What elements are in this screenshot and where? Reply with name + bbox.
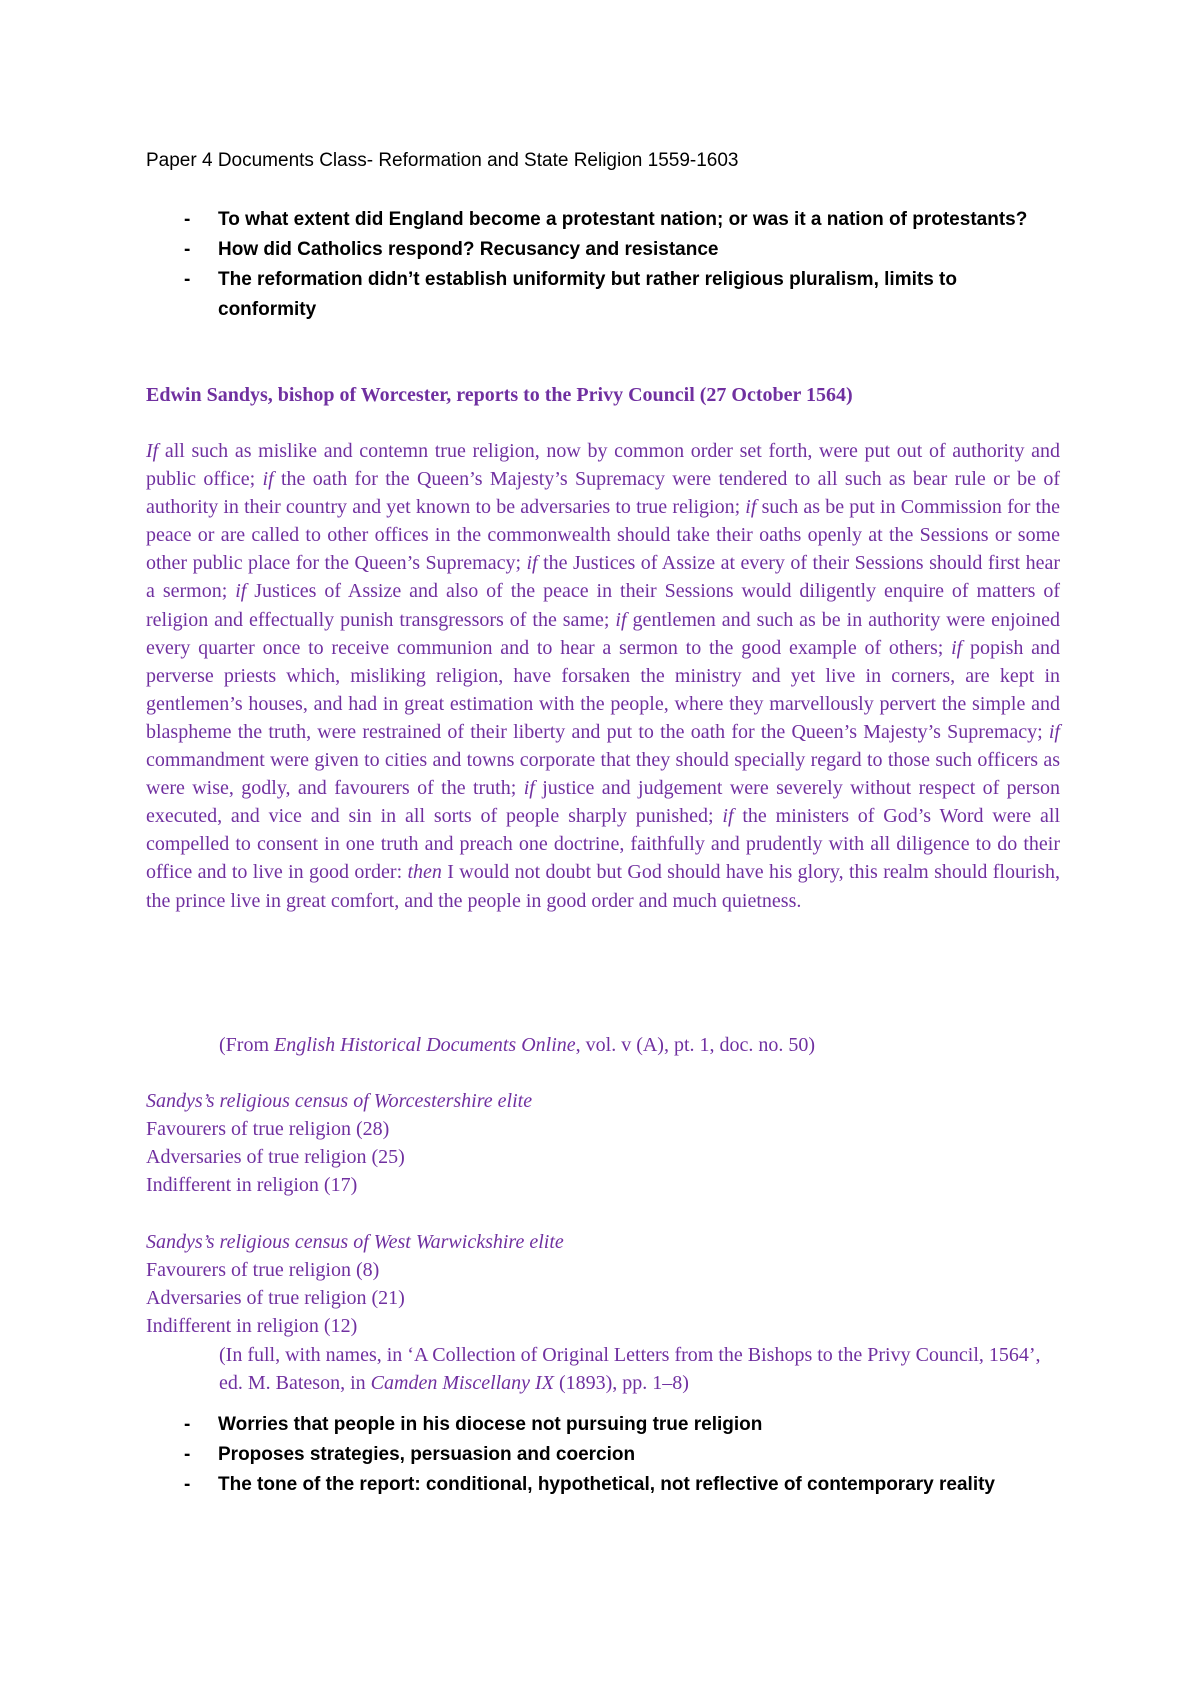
census-worcestershire (146, 1087, 532, 1199)
text-segment: gentlemen and such as be in authority were enjoined every quarter once to receive communion and to hear a sermon to the good example of others; (146, 608, 1060, 659)
source-citation (219, 1031, 815, 1059)
conditional-keyword: if (262, 468, 274, 491)
citation-prefix: (From (219, 1034, 274, 1056)
text-segment: all such as mislike and contemn true religion, now by common order set forth, were put out of authority and public office; (146, 440, 1060, 491)
census-warwickshire (146, 1228, 564, 1340)
census-heading: Sandys’s religious census of Worcestershire elite (146, 1090, 533, 1112)
analysis-point: Proposes strategies, persuasion and coercion (218, 1444, 636, 1465)
list-item (146, 235, 1046, 265)
conditional-keyword: if (951, 636, 963, 659)
text-segment: I would not doubt but God should have his glory, this realm should flourish, the prince live in great comfort, and the people in good order and much quietness. (146, 861, 1060, 912)
text-segment: such as be put in Commission for the peace or are called to other offices in the commonwealth should take their oaths openly at the Sessions or some other public place for the Queen’s Supremacy; (146, 496, 1060, 575)
source-document-text (146, 437, 1060, 915)
census-row: Indifferent in religion (12) (146, 1315, 358, 1337)
analysis-point: The tone of the report: conditional, hypothetical, not reflective of contemporary reality (218, 1474, 995, 1495)
citation-title: English Historical Documents Online (274, 1034, 576, 1056)
conditional-keyword: if (235, 580, 247, 603)
census-row: Adversaries of true religion (25) (146, 1146, 405, 1168)
list-item (146, 1470, 1046, 1500)
conditional-keyword: if (1048, 720, 1060, 743)
conditional-keyword: if (526, 552, 538, 575)
citation-suffix: , vol. v (A), pt. 1, doc. no. 50) (575, 1034, 816, 1056)
text-segment: justice and judgement were severely without respect of person executed, and vice and sin in all sorts of people sharply punished; (146, 777, 1060, 828)
list-item (146, 205, 1046, 235)
census-row: Favourers of true religion (28) (146, 1118, 390, 1140)
bullet-dash: - (184, 269, 191, 290)
text-segment: popish and perverse priests which, misliking religion, have forsaken the ministry and yet live in corners, are kept in gentlemen’s houses, and had in great estimation with the people, where they marvellously pervert the simple and blaspheme the truth, were restrained of their liberty and put to the oath for the Queen’s Majesty’s Supremacy; (146, 636, 1061, 743)
bullet-dash: - (184, 209, 191, 230)
citation-prefix: (In full, with names, in ‘A Collection of Original Letters from the Bishops to the Privy Council, 1564’, ed. M. Bateson, in (219, 1344, 1041, 1394)
bullet-dash: - (184, 239, 191, 260)
list-item (146, 1410, 1046, 1440)
census-row: Indifferent in religion (17) (146, 1174, 358, 1196)
text-segment: the oath for the Queen’s Majesty’s Supremacy were tendered to all such as bear rule or be of authority in their country and yet known to be adversaries to true religion; (146, 468, 1060, 519)
citation-suffix: (1893), pp. 1–8) (553, 1372, 689, 1394)
bullet-dash: - (184, 1474, 191, 1495)
document-heading: Edwin Sandys, bishop of Worcester, reports to the Privy Council (27 October 1564) (146, 384, 853, 406)
intro-points-list (146, 205, 1046, 325)
bullet-dash: - (184, 1444, 191, 1465)
text-segment: Justices of Assize and also of the peace in their Sessions would diligently enquire of matters of religion and effectually punish transgressors of the same; (146, 580, 1060, 631)
intro-point: How did Catholics respond? Recusancy and resistance (218, 239, 719, 260)
analysis-points-list (146, 1410, 1046, 1500)
bullet-dash: - (184, 1414, 191, 1435)
citation-title: Camden Miscellany IX (370, 1372, 554, 1394)
list-item (146, 1440, 1046, 1470)
conditional-keyword: then (407, 861, 442, 884)
census-heading: Sandys’s religious census of West Warwickshire elite (146, 1231, 564, 1253)
list-item (146, 265, 1046, 325)
conditional-keyword: if (615, 608, 627, 631)
conditional-keyword: if (722, 805, 734, 828)
census-row: Adversaries of true religion (21) (146, 1287, 405, 1309)
conditional-keyword: if (523, 777, 535, 800)
text-segment: the Justices of Assize at every of their Sessions should first hear a sermon; (146, 552, 1061, 603)
conditional-keyword: if (745, 496, 757, 519)
census-row: Favourers of true religion (8) (146, 1259, 380, 1281)
analysis-point: Worries that people in his diocese not pursuing true religion (218, 1414, 763, 1435)
text-segment: the ministers of God’s Word were all compelled to consent in one truth and preach one doctrine, faithfully and prudently with all diligence to do their office and to live in good order: (146, 805, 1061, 884)
census-citation (219, 1341, 1059, 1397)
text-segment: commandment were given to cities and towns corporate that they should specially regard to those such officers as were wise, godly, and favourers of the truth; (146, 749, 1060, 800)
conditional-keyword: If (146, 440, 159, 462)
page-title: Paper 4 Documents Class- Reformation and State Religion 1559-1603 (146, 150, 739, 171)
intro-point: The reformation didn’t establish uniformity but rather religious pluralism, limits to conformity (218, 269, 957, 320)
intro-point: To what extent did England become a protestant nation; or was it a nation of protestants? (218, 209, 1028, 230)
